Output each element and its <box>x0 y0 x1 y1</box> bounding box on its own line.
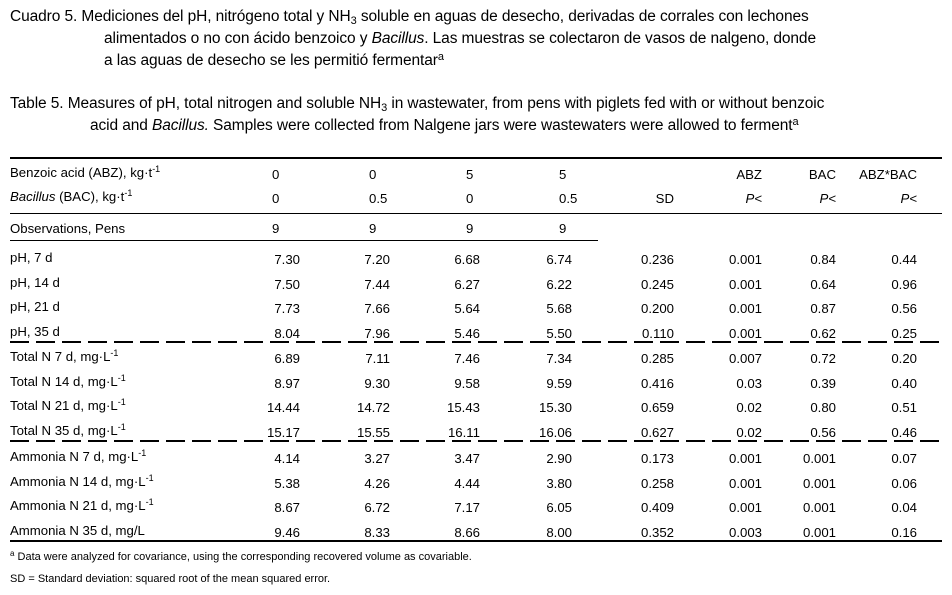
table-cell: 9.46 <box>274 525 300 540</box>
table-cell: 6.05 <box>546 500 572 515</box>
table-cell: 0.416 <box>640 376 674 391</box>
table-cell: 0.87 <box>810 301 836 316</box>
table-cell: 8.67 <box>274 500 300 515</box>
observations-val: 9 <box>369 221 377 236</box>
header-bac-val: 0.5 <box>369 191 388 206</box>
table-cell: 0.04 <box>891 500 917 515</box>
table-cell: 6.74 <box>546 252 572 267</box>
table-cell: 0.20 <box>891 351 917 366</box>
row-label: pH, 14 d <box>10 275 60 290</box>
row-label: Ammonia N 35 d, mg/L <box>10 523 145 538</box>
table-cell: 0.200 <box>640 301 674 316</box>
header-abz-val: 0 <box>272 167 280 182</box>
table-cell: 7.44 <box>364 277 390 292</box>
header-p-bac: BAC <box>808 167 836 182</box>
caption-es-line-1: Cuadro 5. Mediciones del pH, nitrógeno total y $NH_3$ soluble en aguas de desecho, derivadas de corrales con lechones <box>10 8 809 27</box>
table-cell: 6.27 <box>454 277 480 292</box>
table-cell: 4.14 <box>274 451 300 466</box>
header-p-abz: ABZ <box>736 167 762 182</box>
table-cell: 0.84 <box>810 252 836 267</box>
table-cell: 0.39 <box>810 376 836 391</box>
observations-val: 9 <box>559 221 567 236</box>
table-cell: 0.236 <box>640 252 674 267</box>
table-cell: 0.56 <box>891 301 917 316</box>
row-label: Total N 14 d, $mg\cdot L^{-1}$ <box>10 373 126 389</box>
footnote-sd: SD = Standard deviation: squared root of the mean squared error. <box>10 573 331 585</box>
table-cell: 0.62 <box>810 326 836 341</box>
caption-spanish <box>10 6 942 72</box>
table-cell: 7.50 <box>274 277 300 292</box>
table-cell: 0.001 <box>728 500 762 515</box>
table-cell: 5.46 <box>454 326 480 341</box>
table-cell: 16.11 <box>447 425 480 440</box>
observations-val: 9 <box>466 221 474 236</box>
header-bac-val: 0 <box>272 191 280 206</box>
table-cell: 0.659 <box>640 400 674 415</box>
table-cell: 0.96 <box>891 277 917 292</box>
row-label: Ammonia N 21 d, $mg\cdot L^{-1}$ <box>10 497 154 513</box>
header-bac-val: 0.5 <box>559 191 578 206</box>
table-cell: 8.33 <box>364 525 390 540</box>
row-label: pH, 21 d <box>10 299 60 314</box>
footnote-a: $^a$ Data were analyzed for covariance, using the corresponding recovered volume as covariable. <box>10 549 472 563</box>
table-cell: 0.001 <box>728 252 762 267</box>
caption-en-line-2: acid and Bacillus. Samples were collected from Nalgene jars were wastewaters were allowed to ferment$^a$ <box>90 116 799 134</box>
table-cell: 0.46 <box>891 425 917 440</box>
table-cell: 15.17 <box>266 425 300 440</box>
header-bac-val: 0 <box>466 191 474 206</box>
table-cell: 0.44 <box>891 252 917 267</box>
table-cell: 7.34 <box>546 351 572 366</box>
table-cell: 7.17 <box>454 500 480 515</box>
header-abz-val: 5 <box>466 167 474 182</box>
row-label: Ammonia N 14 d, $mg\cdot L^{-1}$ <box>10 473 154 489</box>
table-cell: 7.66 <box>364 301 390 316</box>
row-label: Total N 21 d, $mg\cdot L^{-1}$ <box>10 397 126 413</box>
table-cell: 8.66 <box>454 525 480 540</box>
table-cell: 0.001 <box>728 326 762 341</box>
header-p-label: P< <box>900 191 917 206</box>
table-top-rule <box>10 157 942 159</box>
table-cell: 0.06 <box>891 476 917 491</box>
table-cell: 6.89 <box>274 351 300 366</box>
table-cell: 15.43 <box>446 400 480 415</box>
table-cell: 7.46 <box>454 351 480 366</box>
caption-es-line-3: a las aguas de desecho se les permitió fermentar$^a$ <box>104 51 444 69</box>
table-cell: 0.001 <box>728 301 762 316</box>
table-cell: 0.001 <box>728 277 762 292</box>
table-cell: 0.003 <box>728 525 762 540</box>
table-cell: 5.68 <box>546 301 572 316</box>
table-cell: 0.110 <box>641 326 674 341</box>
table-cell: 0.007 <box>728 351 762 366</box>
row-label: pH, 35 d <box>10 324 60 339</box>
table-cell: 0.02 <box>736 425 762 440</box>
observations-label: Observations, Pens <box>10 221 126 236</box>
table-cell: 5.64 <box>454 301 480 316</box>
row-label: Ammonia N 7 d, $mg\cdot L^{-1}$ <box>10 448 147 464</box>
table-cell: 16.06 <box>538 425 572 440</box>
table-cell: 14.44 <box>266 400 300 415</box>
table-cell: 6.22 <box>546 277 572 292</box>
table-cell: 0.64 <box>810 277 836 292</box>
table-cell: 7.96 <box>364 326 390 341</box>
table-cell: 9.58 <box>454 376 480 391</box>
table-cell: 0.07 <box>891 451 917 466</box>
table-cell: 0.16 <box>891 525 917 540</box>
table-cell: 9.30 <box>364 376 390 391</box>
table-cell: 3.27 <box>364 451 390 466</box>
observations-val: 9 <box>272 221 280 236</box>
table-cell: 0.001 <box>802 476 836 491</box>
caption-english <box>10 93 942 137</box>
table-cell: 6.72 <box>364 500 390 515</box>
table-cell: 5.38 <box>274 476 300 491</box>
header-bac-label: Bacillus (BAC), $kg\cdot t^{-1}$ <box>10 188 133 204</box>
table-cell: 15.55 <box>356 425 390 440</box>
header-rule <box>10 213 942 214</box>
header-p-label: P< <box>819 191 836 206</box>
table-cell: 0.001 <box>802 451 836 466</box>
table-cell: 0.627 <box>640 425 674 440</box>
header-abz-label: Benzoic acid (ABZ), $kg\cdot t^{-1}$ <box>10 164 161 180</box>
header-sd: SD <box>655 191 674 206</box>
table-cell: 0.02 <box>736 400 762 415</box>
table-cell: 0.001 <box>802 525 836 540</box>
table-cell: 8.00 <box>546 525 572 540</box>
caption-en-line-1: Table 5. Measures of pH, total nitrogen and soluble $NH_3$ in wastewater, from pens with piglets fed with or without benzoic <box>10 95 825 114</box>
table-cell: 0.56 <box>810 425 836 440</box>
table-cell: 0.173 <box>640 451 674 466</box>
table-cell: 0.001 <box>728 451 762 466</box>
table-cell: 4.44 <box>454 476 480 491</box>
table-cell: 0.03 <box>736 376 762 391</box>
table-cell: 5.50 <box>546 326 572 341</box>
table-cell: 3.80 <box>546 476 572 491</box>
table-cell: 7.20 <box>364 252 390 267</box>
table-cell: 0.40 <box>891 376 917 391</box>
table-cell: 14.72 <box>356 400 390 415</box>
table-cell: 0.72 <box>810 351 836 366</box>
table-bottom-rule <box>10 540 942 542</box>
table-cell: 0.409 <box>640 500 674 515</box>
table-cell: 0.285 <box>640 351 674 366</box>
header-p-label: P< <box>745 191 762 206</box>
table-cell: 0.51 <box>891 400 917 415</box>
caption-es-line-2: alimentados o no con ácido benzoico y Bacillus. Las muestras se colectaron de vasos de nalgeno, donde <box>104 30 816 47</box>
table-cell: 7.30 <box>274 252 300 267</box>
table-cell: 0.80 <box>810 400 836 415</box>
table-cell: 8.97 <box>274 376 300 391</box>
table-cell: 0.001 <box>802 500 836 515</box>
table-cell: 7.11 <box>365 351 390 366</box>
table-cell: 0.258 <box>640 476 674 491</box>
group-separator-dashed <box>10 341 942 343</box>
table-cell: 7.73 <box>274 301 300 316</box>
table-cell: 4.26 <box>364 476 390 491</box>
header-abz-val: 0 <box>369 167 377 182</box>
group-separator-dashed <box>10 440 942 442</box>
row-label: Total N 35 d, $mg\cdot L^{-1}$ <box>10 422 126 438</box>
observations-rule <box>10 240 598 241</box>
table-cell: 0.352 <box>640 525 674 540</box>
table-cell: 6.68 <box>454 252 480 267</box>
header-p-interaction: ABZ*BAC <box>859 167 917 182</box>
table-cell: 2.90 <box>546 451 572 466</box>
table-cell: 8.04 <box>274 326 300 341</box>
table-cell: 9.59 <box>546 376 572 391</box>
row-label: Total N 7 d, $mg\cdot L^{-1}$ <box>10 348 119 364</box>
table-cell: 0.245 <box>640 277 674 292</box>
table-cell: 3.47 <box>454 451 480 466</box>
table-cell: 0.25 <box>891 326 917 341</box>
row-label: pH, 7 d <box>10 250 53 265</box>
header-abz-val: 5 <box>559 167 567 182</box>
table-cell: 15.30 <box>538 400 572 415</box>
table-cell: 0.001 <box>728 476 762 491</box>
